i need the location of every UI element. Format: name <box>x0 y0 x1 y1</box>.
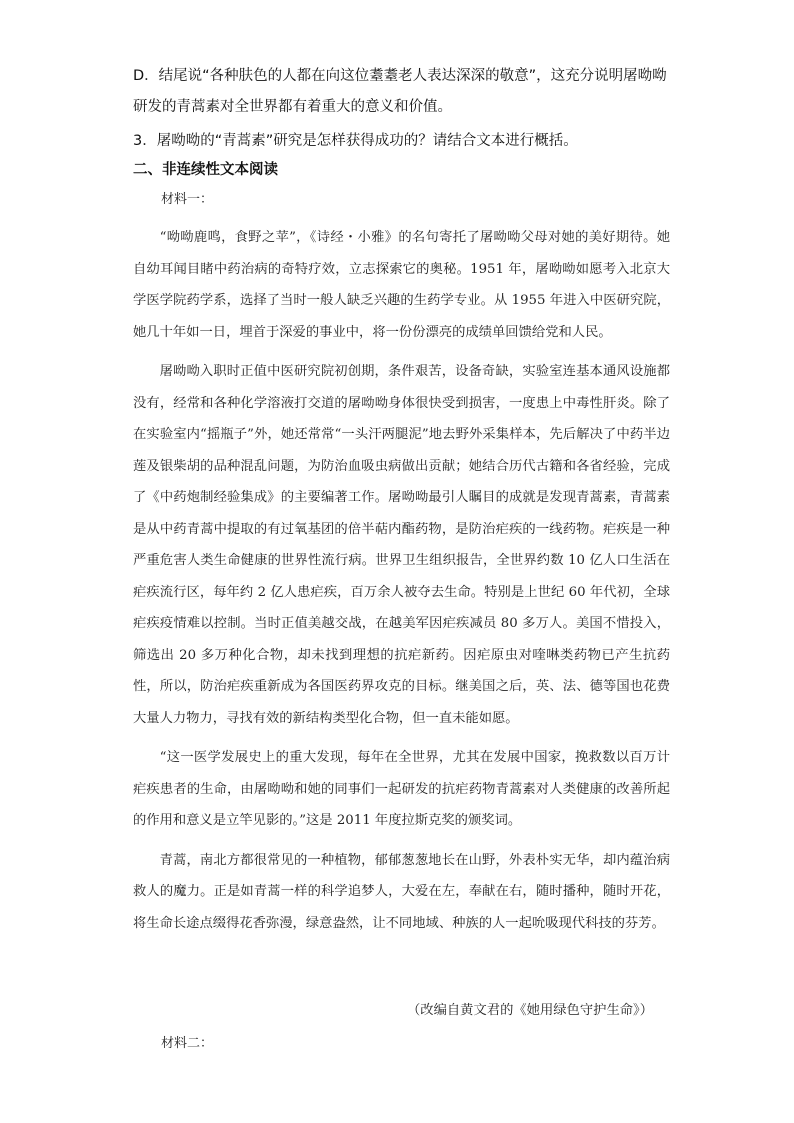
material-2-label: 材料二： <box>161 1036 214 1051</box>
question-3-text: 3．屠呦呦的“青蒿素”研究是怎样获得成功的？请结合文本进行概括。 <box>133 133 578 149</box>
material-1-paragraph: “这一医学发展史上的重大发现，每年在全世界，尤其在发展中国家，挽救数以百万计疟疾患者的生命，由屠呦呦和她的同事们一起研发的抗疟药物青蒿素对人类健康的改善所起的作用和意义是立竿见影的。”这是 2011 年度拉斯克奖的颁奖词。 <box>133 750 670 828</box>
section-title: 二、非连续性文本阅读 <box>133 162 278 178</box>
material-1-source: （改编自黄文君的《她用绿色守护生命》） <box>407 1003 653 1018</box>
material-1-body <box>133 222 670 947</box>
material-1-paragraph: 青蒿，南北方都很常见的一种植物，郁郁葱葱地长在山野，外表朴实无华，却内蕴治病救人的魔力。正是如青蒿一样的科学追梦人，大爱在左，奉献在右，随时播种，随时开花，将生命长途点缀得花香弥漫，绿意盎然，让不同地域、种族的人一起吮吸现代科技的芬芳。 <box>133 852 670 931</box>
material-1-label: 材料一： <box>161 192 214 207</box>
material-1-paragraph: 屠呦呦入职时正值中医研究院初创期，条件艰苦，设备奇缺，实验室连基本通风设施都没有，经常和各种化学溶液打交道的屠呦呦身体很快受到损害，一度患上中毒性肝炎。除了在实验室内“摇瓶子”外，她还常常“一头汗两腿泥”地去野外采集样本，先后解决了中药半边莲及银柴胡的品种混乱问题，为防治血吸虫病做出贡献；她结合历代古籍和各省经验，完成了《中药炮制经验集成》的主要编著工作。屠呦呦最引人瞩目的成就是发现青蒿素，青蒿素是从中药青蒿中提取的有过氧基团的倍半萜内酯药物，是防治疟疾的一线药物。疟疾是一种严重危害人类生命健康的世界性流行病。世界卫生组织报告，全世界约数 10 亿人口生活在疟疾流行区，每年约 2 亿人患疟疾，百万余人被夺去生命。特别是上世纪 60 年代初，全球疟疾疫情难以控制。当时正值美越交战，在越美军因疟疾减员 80 多万人。美国不惜投入，筛选出 20 多万种化合物，却未找到理想的抗疟新药。因疟原虫对喹啉类药物已产生抗药性，所以，防治疟疾重新成为各国医药界攻克的目标。继美国之后，英、法、德等国也花费大量人力物力，寻找有效的新结构类型化合物，但一直未能如愿。 <box>133 364 670 726</box>
material-1-paragraph: “呦呦鹿鸣，食野之苹”，《诗经・小雅》的名句寄托了屠呦呦父母对她的美好期待。她自幼耳闻目睹中药治病的奇特疗效，立志探索它的奥秘。1951 年，屠呦呦如愿考入北京大学医学院药学系，选择了当时一般人缺乏兴趣的生药学专业。从 1955 年进入中医研究院，她几十年如一日，埋首于深爱的事业中，将一份份漂亮的成绩单回馈给党和人民。 <box>133 230 670 340</box>
option-d-text: D．结尾说“各种肤色的人都在向这位耋耋老人表达深深的敬意”，这充分说明屠呦呦研发的青蒿素对全世界都有着重大的意义和价值。 <box>133 68 667 115</box>
